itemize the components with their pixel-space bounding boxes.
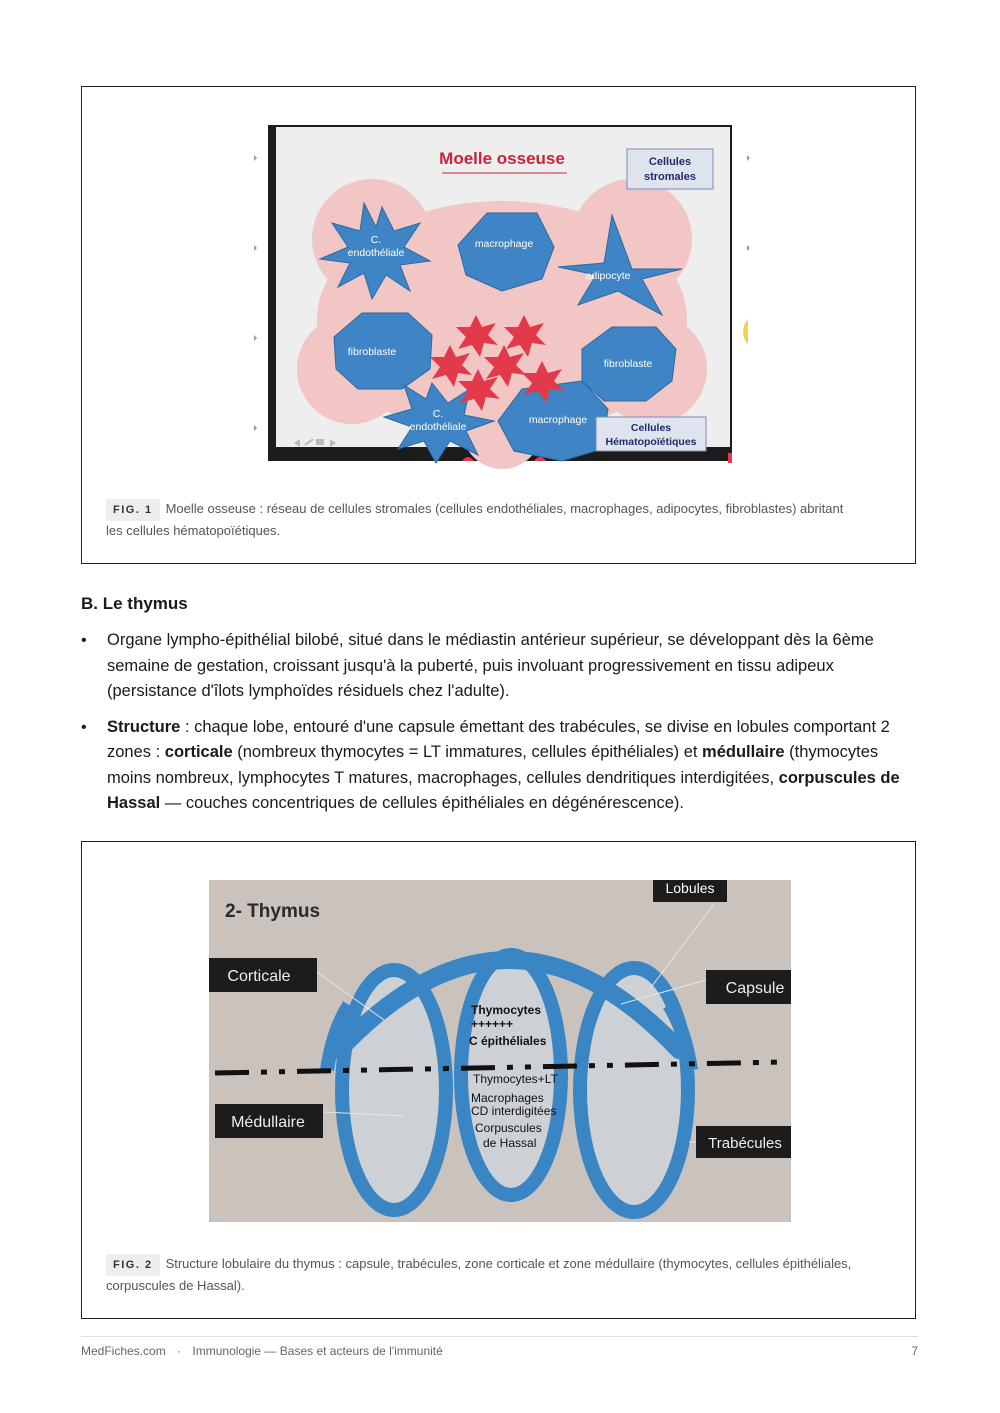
bullet-2-text-4: — couches concentriques de cellules épithéliales en dégénérescence). bbox=[160, 794, 684, 812]
label-stromales-2: stromales bbox=[644, 171, 696, 183]
label-corticale-text: Corticale bbox=[227, 968, 291, 985]
bullet-dot-icon: • bbox=[81, 632, 87, 649]
figure-2-caption-text: Structure lobulaire du thymus : capsule, trabécules, zone corticale et zone médullaire (thymocytes, cellules épithéliales, corpuscules de Hassal). bbox=[106, 1256, 852, 1293]
label-lobules-text: Lobules bbox=[665, 880, 715, 896]
label-capsule bbox=[706, 970, 791, 1004]
label-fibroblast-1: fibroblaste bbox=[347, 346, 397, 358]
bullet-1-text: Organe lympho-épithélial bilobé, situé dans le médiastin antérieur supérieur, se développant dès la 6ème semaine de gestation, croissant jusqu'à la puberté, puis involuant progressivement en tissu adipeux (persistance d'îlots lymphoïdes résiduels chez l'adulte). bbox=[107, 631, 874, 700]
label-lobules bbox=[653, 880, 727, 902]
label-medullaire bbox=[215, 1104, 323, 1138]
bullet-2-bold-medullaire: médullaire bbox=[702, 743, 785, 761]
label-endothelial-1b: endothéliale bbox=[347, 247, 405, 259]
label-fibroblast-2: fibroblaste bbox=[603, 358, 653, 370]
footer-separator: · bbox=[177, 1344, 182, 1358]
bullet-2-text-3: (thymocytes moins nombreux, lymphocytes T matures, macrophages, cellules dendritiques interdigitées, bbox=[107, 743, 879, 787]
page-footer bbox=[81, 1344, 918, 1358]
bullet-2-bold-corticale: corticale bbox=[164, 743, 233, 761]
figure-2 bbox=[81, 841, 916, 1319]
thymus-title: 2- Thymus bbox=[225, 901, 321, 922]
diagram-title: Moelle osseuse bbox=[439, 149, 565, 168]
label-corticale bbox=[209, 958, 317, 992]
figure-1-tag: FIG. 1 bbox=[106, 499, 160, 521]
label-capsule-text: Capsule bbox=[725, 980, 785, 997]
bullet-2-bold-structure: Structure bbox=[107, 717, 181, 736]
bullet-item-2 bbox=[81, 715, 921, 817]
label-trabecules bbox=[696, 1126, 791, 1158]
figure-2-tag: FIG. 2 bbox=[106, 1254, 160, 1276]
medulla-corpuscules: Corpuscules bbox=[475, 1121, 542, 1135]
bullet-2-text-1: : chaque lobe, entouré d'une capsule émettant des trabécules, se divise en lobules comportant 2 zones : bbox=[107, 717, 890, 761]
label-stromales-1: Cellules bbox=[648, 156, 692, 168]
bullet-2-bold-hassal: corpuscules de Hassal bbox=[107, 768, 900, 812]
label-trabecules-text: Trabécules bbox=[708, 1135, 782, 1152]
bone-marrow-svg bbox=[252, 119, 752, 469]
medulla-cd: CD interdigitées bbox=[471, 1104, 557, 1118]
label-macrophage-1: macrophage bbox=[474, 238, 534, 250]
label-hemato-1: Cellules bbox=[630, 422, 672, 434]
label-endothelial-2a: C. bbox=[432, 408, 444, 420]
bone-marrow-diagram bbox=[252, 119, 752, 469]
label-macrophage-2: macrophage bbox=[528, 414, 588, 426]
cortex-epitheliales: C épithéliales bbox=[469, 1034, 547, 1048]
section-heading: B. Le thymus bbox=[81, 594, 188, 613]
medulla-hassal: de Hassal bbox=[483, 1136, 537, 1150]
footer-divider bbox=[81, 1336, 918, 1337]
medulla-macrophages: Macrophages bbox=[471, 1091, 544, 1105]
thymus-svg bbox=[209, 880, 791, 1222]
thymus-diagram bbox=[209, 880, 791, 1222]
cortex-plus: ++++++ bbox=[471, 1017, 514, 1031]
figure-1-caption-text: Moelle osseuse : réseau de cellules stromales (cellules endothéliales, macrophages, adipocytes, fibroblastes) abritant les cellules hématopoïétiques. bbox=[106, 501, 844, 538]
footer-site: MedFiches.com bbox=[81, 1344, 166, 1358]
label-endothelial-1a: C. bbox=[370, 234, 382, 246]
footer-course: Immunologie — Bases et acteurs de l'immunité bbox=[192, 1344, 443, 1358]
thymus-bullet-list bbox=[81, 628, 921, 827]
figure-1-caption bbox=[106, 499, 855, 541]
bullet-item-1 bbox=[81, 628, 921, 705]
bullet-2-text-2: (nombreux thymocytes = LT immatures, cellules épithéliales) et bbox=[232, 743, 703, 761]
figure-1 bbox=[81, 86, 916, 564]
figure-2-caption bbox=[106, 1254, 855, 1296]
label-hemato-2: Hématopoïétiques bbox=[605, 436, 697, 448]
footer-page-number: 7 bbox=[911, 1344, 918, 1358]
label-adipocyte: adipocyte bbox=[585, 270, 631, 282]
label-medullaire-text: Médullaire bbox=[231, 1114, 305, 1131]
cortex-thymocytes: Thymocytes bbox=[471, 1003, 542, 1017]
label-endothelial-2b: endothéliale bbox=[409, 421, 467, 433]
bullet-dot-icon: • bbox=[81, 718, 87, 736]
medulla-thymocytes: Thymocytes+LT bbox=[473, 1072, 558, 1086]
